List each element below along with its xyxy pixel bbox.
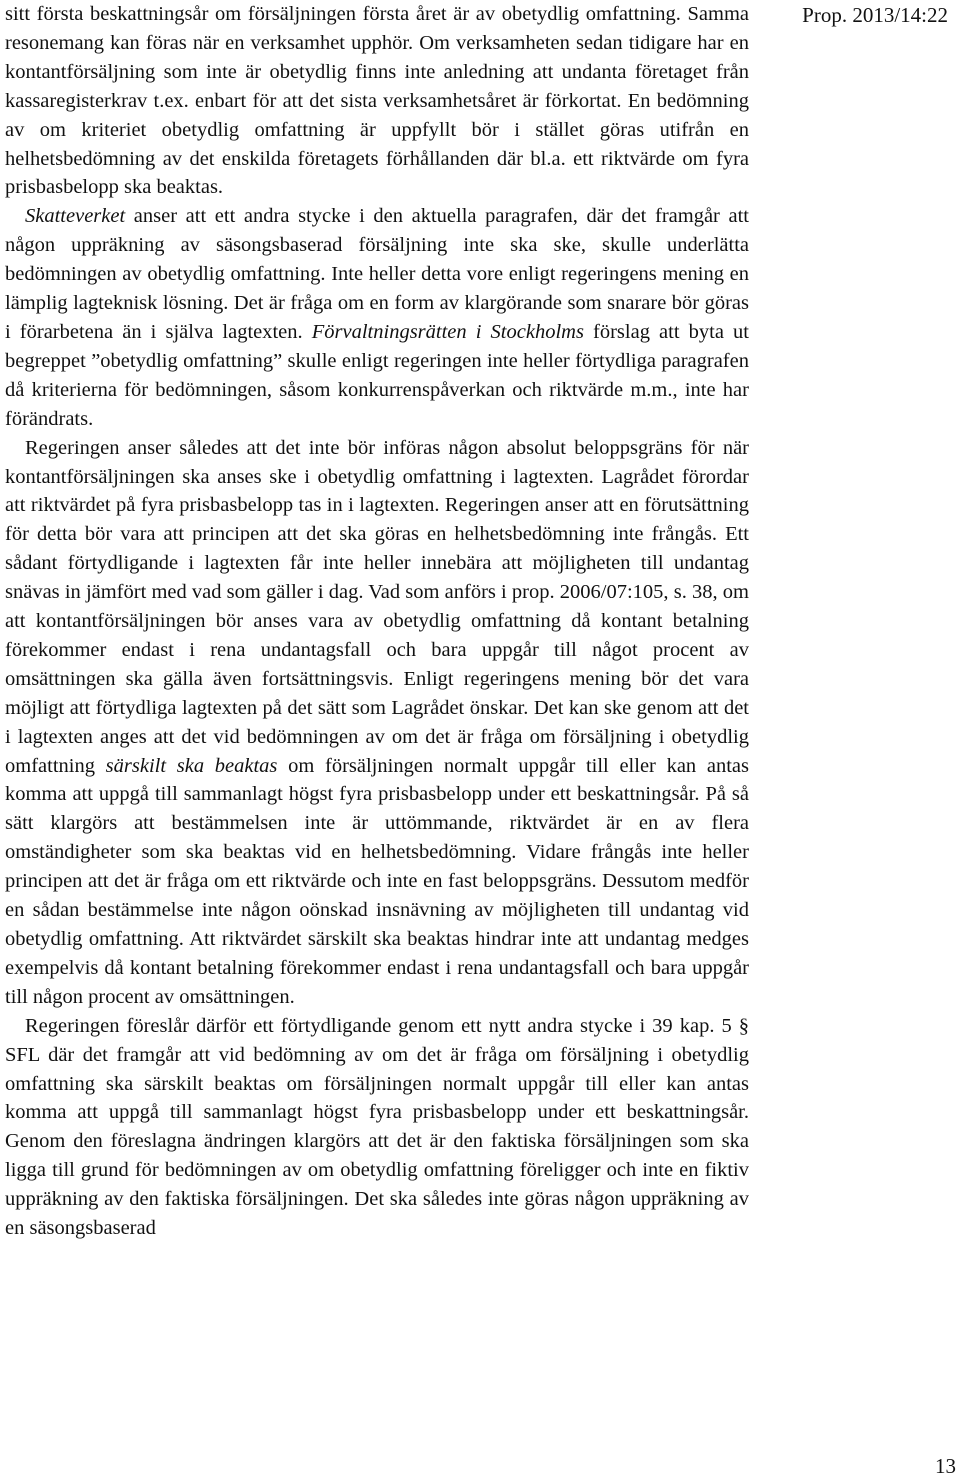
italic-text: särskilt ska beaktas	[105, 754, 278, 777]
italic-text: Skatteverket	[25, 205, 126, 228]
text-segment: förslag att byta ut begreppet ”obetydlig omfattning” skulle enligt regeringen inte heller förtydliga paragrafen då kriterierna för bedömningen, såsom konkurrenspåverkan och riktvärde m.m., inte har förändrats.	[5, 320, 749, 430]
text-segment: Regeringen anser således att det inte bör införas någon absolut beloppsgräns för när kontantförsäljningen ska anses ske i obetydlig omfattning i lagtexten. Lagrådet förordar att riktvärdet på fyra prisbasbelopp tas in i lagtexten. Regeringen anser att en förutsättning för detta bör vara att principen att det ska göras en helhetsbedömning inte frångås. Ett sådant förtydligande i lagtexten får inte heller innebära att möjligheten till undantag snävas in jämfört med vad som gäller i dag. Vad som anförs i prop. 2006/07:105, s. 38, om att kontantförsäljningen bör anses vara av obetydlig omfattning då kontant betalning förekommer endast i rena undantagsfall och bara uppgår till något procent av omsättningen ska gälla även fortsättningsvis. Enligt regeringens mening bör det vara möjligt att förtydliga lagtexten på det sätt som Lagrådet önskar. Det kan ske genom att det i lagtexten anges att det vid bedömningen av om det är fråga om försäljning i obetydlig omfattning	[5, 436, 749, 777]
paragraph	[5, 434, 749, 1012]
text-segment: anser att ett andra stycke i den aktuella paragrafen, där det framgår att någon uppräkning av säsongsbaserad försäljning inte ska ske, skulle underlätta bedömningen av obetydlig omfattning. Inte heller detta vore enligt regeringens mening en lämplig lagteknisk lösning. Det är fråga om en form av klargörande som snarare bör göras i förarbetena än i själva lagtexten.	[5, 205, 749, 343]
page-number: 13	[935, 1454, 956, 1478]
document-body	[5, 0, 749, 1243]
paragraph	[5, 1012, 749, 1243]
text-segment: sitt första beskattningsår om försäljningen första året är av obetydlig omfattning. Samma resonemang kan föras när en verksamhet upphör. Om verksamheten sedan tidigare har en kontantförsäljning som inte är obetydlig finns inte anledning att undanta företaget från kassaregisterkrav t.ex. enbart för att det sista verksamhetsåret är förkortat. En bedömning av om kriteriet obetydlig omfattning är uppfyllt bör i stället göras utifrån en helhetsbedömning av det enskilda företagets förhållanden där bl.a. ett riktvärde om fyra prisbasbelopp ska beaktas.	[5, 3, 749, 199]
text-segment: Regeringen föreslår därför ett förtydligande genom ett nytt andra stycke i 39 kap. 5 § SFL där det framgår att vid bedömning av om det är fråga om försäljning i obetydlig omfattning ska särskilt beaktas om försäljningen normalt uppgår till eller kan antas komma att uppgå till sammanlagt högst fyra prisbasbelopp under ett beskattningsår. Genom den föreslagna ändringen klargörs att det är den faktiska försäljningen som ska ligga till grund för bedömningen av om obetydlig omfattning föreligger och inte en fiktiv uppräkning av den faktiska försäljningen. Det ska således inte göras någon uppräkning av en säsongsbaserad	[5, 1014, 749, 1240]
document-reference: Prop. 2013/14:22	[802, 3, 948, 27]
paragraph	[5, 0, 749, 202]
paragraph	[5, 202, 749, 433]
text-segment: om försäljningen normalt uppgår till eller kan antas komma att uppgå till sammanlagt högst fyra prisbasbelopp under ett beskattningsår. På så sätt klargörs att bestämmelsen inte är uttömmande, riktvärdet är en av flera omständigheter som ska beaktas vid en helhetsbedömning. Vidare frångås inte heller principen att det är fråga om ett riktvärde och inte en fast beloppsgräns. Dessutom medför en sådan bestämmelse inte någon oönskad insnävning av möjligheten till undantag vid obetydlig omfattning. Att riktvärdet särskilt ska beaktas hindrar inte att undantag medges exempelvis då kontant betalning förekommer endast i rena undantagsfall och bara uppgår till någon procent av omsättningen.	[5, 754, 749, 1008]
italic-text: Förvaltningsrätten i Stockholms	[311, 320, 584, 343]
